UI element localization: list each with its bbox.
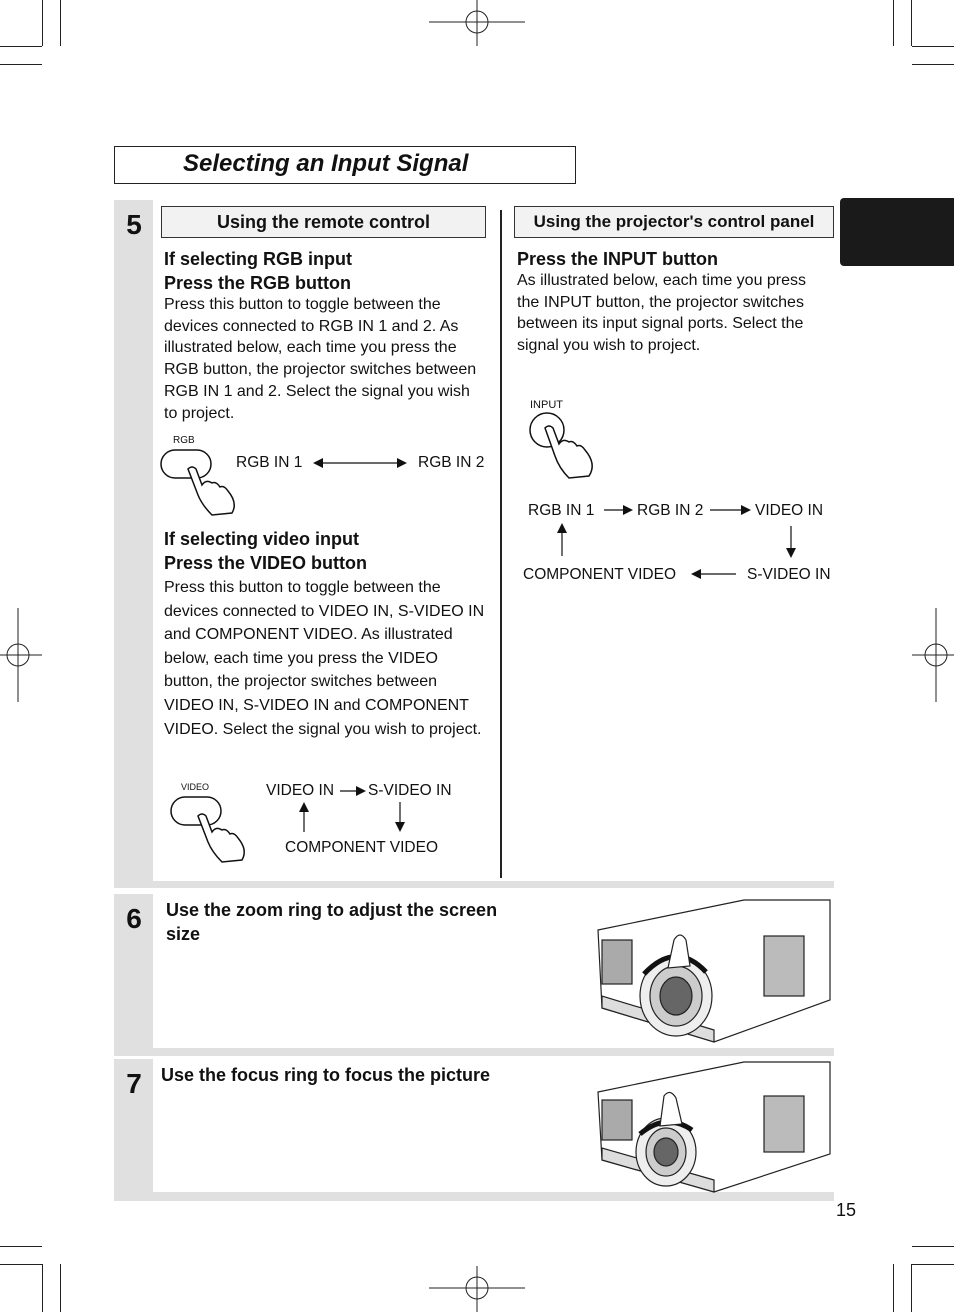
step-7-number: 7 (126, 1068, 142, 1099)
rgb-heading-2: Press the RGB button (164, 273, 352, 293)
control-panel-header: Using the projector's control panel (514, 206, 834, 238)
input-heading: Press the INPUT button (517, 249, 719, 269)
remote-control-header: Using the remote control (161, 206, 486, 238)
step-6-number: 6 (126, 903, 142, 934)
video-button-label: VIDEO (181, 782, 210, 792)
step-5-number: 5 (126, 209, 142, 240)
panel-s-video-in-label: S-VIDEO IN (747, 566, 831, 583)
input-button-press-icon (527, 410, 607, 485)
input-cycle-arrows (520, 500, 840, 580)
panel-component-video-label: COMPONENT VIDEO (523, 566, 677, 583)
rgb-heading-1: If selecting RGB input (164, 249, 353, 269)
zoom-ring-projector-illustration (594, 896, 834, 1046)
panel-video-in-label: VIDEO IN (755, 502, 824, 519)
step-6-heading: Use the zoom ring to adjust the screen size (166, 900, 498, 944)
page-title: Selecting an Input Signal (183, 150, 469, 177)
input-button-label: INPUT (530, 399, 563, 411)
language-tab (840, 198, 954, 266)
video-in-label: VIDEO IN (266, 782, 335, 799)
video-button-press-icon (168, 794, 248, 864)
video-heading-2: Press the VIDEO button (164, 553, 368, 573)
column-divider (500, 210, 502, 878)
panel-rgb-in-1-label: RGB IN 1 (528, 502, 595, 519)
rgb-in-1-label: RGB IN 1 (236, 454, 303, 471)
s-video-in-label: S-VIDEO IN (368, 782, 452, 799)
rgb-instructions: Press this button to toggle between the devices connected to RGB IN 1 and 2. As illustrated below, each time you press the RGB button, the projector switches between RGB IN 1 and 2. Select the signal you wish to project. (164, 296, 477, 422)
video-instructions: Press this button to toggle between the devices connected to VIDEO IN, S-VIDEO IN and COMPONENT VIDEO. As illustrated below, each time you press the VIDEO button, the projector switches between VIDEO IN, S-VIDEO IN and COMPONENT VIDEO. Select the signal you wish to project. (164, 579, 485, 738)
rgb-button-press-icon (158, 447, 238, 517)
rgb-toggle-arrow (313, 457, 413, 469)
page-title-box (114, 146, 576, 184)
component-video-label: COMPONENT VIDEO (285, 839, 439, 856)
input-instructions: As illustrated below, each time you press the INPUT button, the projector switches between its input signal ports. Select the signal you wish to project. (517, 272, 807, 355)
panel-rgb-in-2-label: RGB IN 2 (637, 502, 704, 519)
video-cycle-arrows (290, 782, 490, 842)
page-number: 15 (836, 1200, 857, 1220)
video-heading-1: If selecting video input (164, 529, 360, 549)
focus-ring-projector-illustration (594, 1060, 834, 1194)
step-7-heading: Use the focus ring to focus the picture (161, 1065, 491, 1085)
rgb-in-2-label: RGB IN 2 (418, 454, 485, 471)
rgb-button-label: RGB (173, 435, 195, 446)
